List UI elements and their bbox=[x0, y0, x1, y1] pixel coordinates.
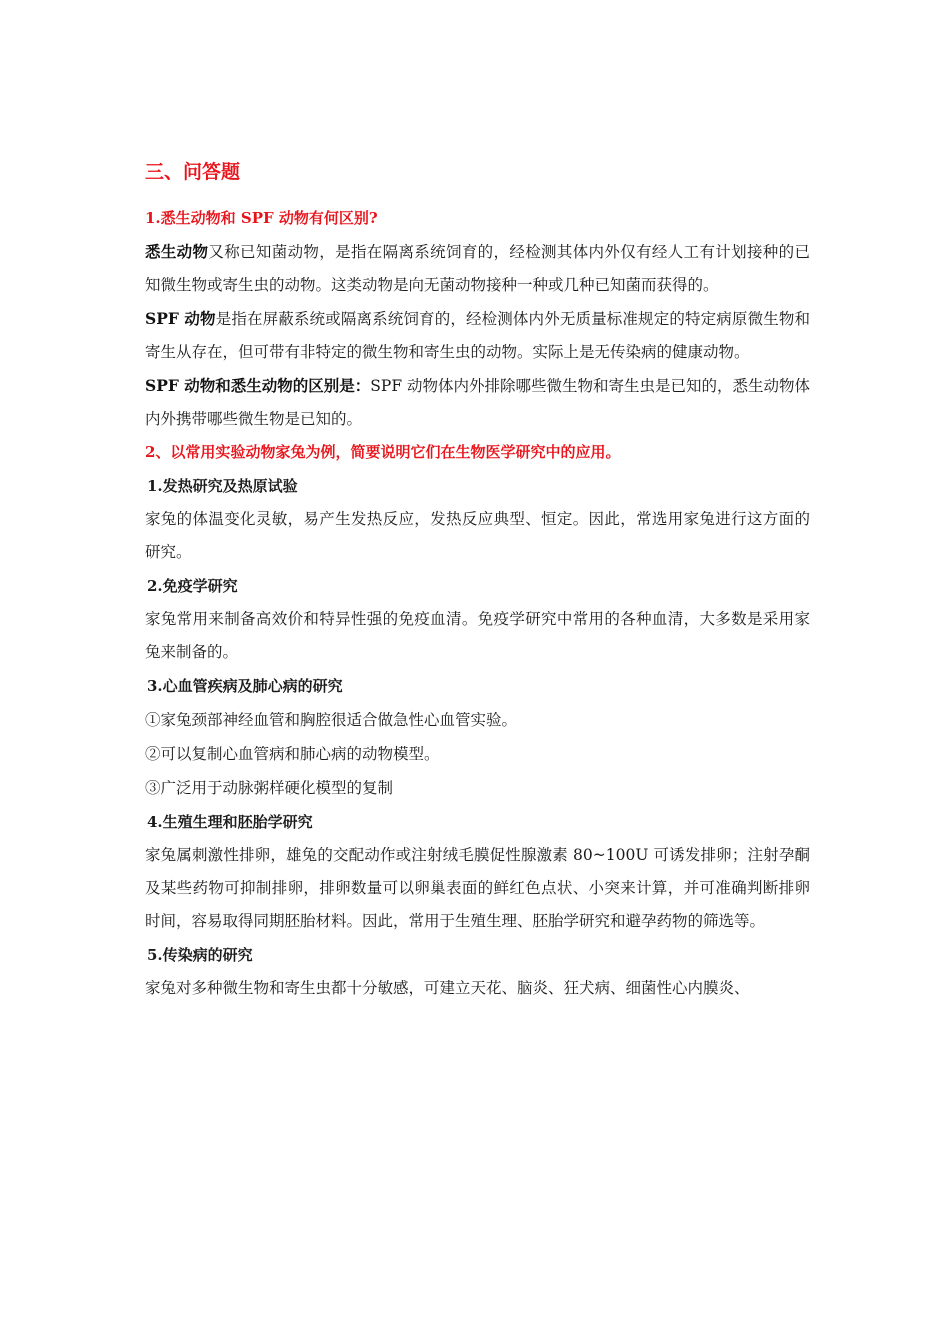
subheading-reproduction: 4.生殖生理和胚胎学研究 bbox=[147, 813, 313, 831]
text-infectious-disease: 家兔对多种微生物和寄生虫都十分敏感，可建立天花、脑炎、狂犬病、细菌性心内膜炎、 bbox=[145, 979, 750, 997]
subheading-infectious-disease: 5.传染病的研究 bbox=[147, 946, 253, 964]
question-2-title: 2、以常用实验动物家兔为例，简要说明它们在生物医学研究中的应用。 bbox=[145, 443, 621, 461]
list-item: ②可以复制心血管病和肺心病的动物模型。 bbox=[145, 745, 440, 763]
question-1-title: 1.悉生动物和 SPF 动物有何区别? bbox=[145, 209, 378, 227]
list-item: ③广泛用于动脉粥样硬化模型的复制 bbox=[145, 779, 394, 797]
list-item: ①家兔颈部神经血管和胸腔很适合做急性心血管实验。 bbox=[145, 711, 518, 729]
text-immunology: 家兔常用来制备高效价和特异性强的免疫血清。免疫学研究中常用的各种血清，大多数是采用家兔来制备的。 bbox=[145, 610, 810, 661]
q1-paragraph-spf bbox=[145, 302, 810, 369]
term-gnotobiotic: 悉生动物 bbox=[145, 242, 209, 261]
subheading-cardiovascular: 3.心血管疾病及肺心病的研究 bbox=[147, 677, 343, 695]
text-difference: SPF 动物体内外排除哪些微生物和寄生虫是已知的，悉生动物体内外携带哪些微生物是已知的。 bbox=[145, 377, 810, 428]
subheading-fever: 1.发热研究及热原试验 bbox=[147, 477, 298, 495]
text-reproduction: 家兔属刺激性排卵，雄兔的交配动作或注射绒毛膜促性腺激素 80~100U 可诱发排卵；注射孕酮及某些药物可抑制排卵，排卵数量可以卵巢表面的鲜红色点状、小突来计算，并可准确判断排卵时间，容易取得同期胚胎材料。因此，常用于生殖生理、胚胎学研究和避孕药物的筛选等。 bbox=[145, 846, 810, 930]
term-spf: SPF 动物 bbox=[145, 309, 216, 328]
text-spf: 是指在屏蔽系统或隔离系统饲育的，经检测体内外无质量标准规定的特定病原微生物和寄生从存在，但可带有非特定的微生物和寄生虫的动物。实际上是无传染病的健康动物。 bbox=[145, 310, 810, 361]
section-title: 三、问答题 bbox=[145, 161, 241, 183]
term-difference: SPF 动物和悉生动物的区别是： bbox=[145, 376, 371, 395]
subheading-immunology: 2.免疫学研究 bbox=[147, 577, 238, 595]
text-gnotobiotic: 又称已知菌动物，是指在隔离系统饲育的，经检测其体内外仅有经人工有计划接种的已知微生物或寄生虫的动物。这类动物是向无菌动物接种一种或几种已知菌而获得的。 bbox=[145, 243, 810, 294]
q1-paragraph-gnotobiotic bbox=[145, 235, 810, 302]
q1-paragraph-difference bbox=[145, 369, 810, 436]
document-page bbox=[145, 155, 810, 1005]
text-fever: 家兔的体温变化灵敏，易产生发热反应，发热反应典型、恒定。因此，常选用家兔进行这方面的研究。 bbox=[145, 510, 810, 561]
